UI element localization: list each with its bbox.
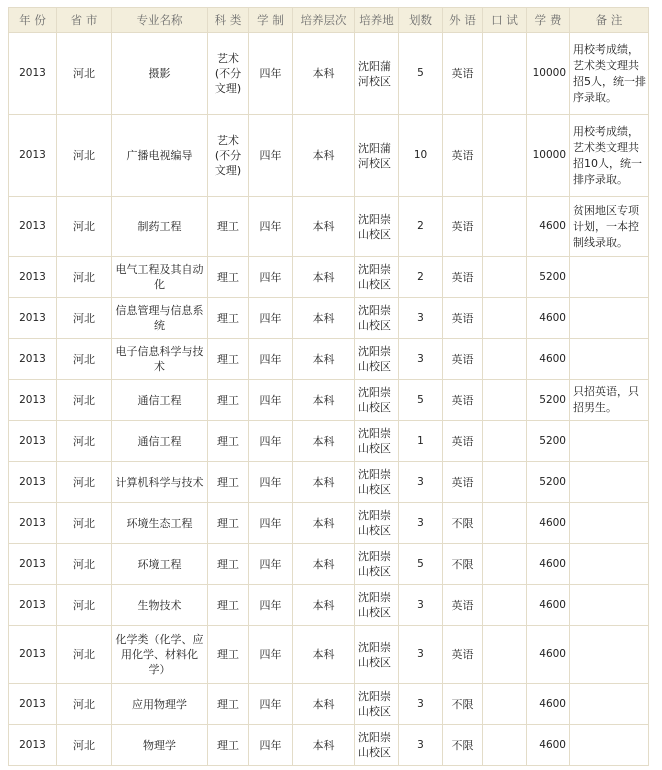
cell-major: 广播电视编导 xyxy=(112,115,208,197)
cell-duration: 四年 xyxy=(249,339,293,380)
cell-category: 理工 xyxy=(208,462,249,503)
cell-duration: 四年 xyxy=(249,544,293,585)
cell-language: 英语 xyxy=(443,462,483,503)
header-year: 年 份 xyxy=(9,8,57,33)
cell-category: 理工 xyxy=(208,626,249,684)
cell-major: 信息管理与信息系统 xyxy=(112,298,208,339)
cell-plan: 10 xyxy=(399,115,443,197)
cell-oral xyxy=(483,197,527,257)
cell-note: 只招英语，只招男生。 xyxy=(570,380,649,421)
cell-language: 英语 xyxy=(443,257,483,298)
table-row xyxy=(9,585,649,626)
cell-plan: 3 xyxy=(399,585,443,626)
cell-campus: 沈阳崇山校区 xyxy=(355,684,399,725)
cell-campus: 沈阳蒲河校区 xyxy=(355,33,399,115)
cell-language: 英语 xyxy=(443,339,483,380)
cell-fee: 5200 xyxy=(527,380,570,421)
cell-oral xyxy=(483,503,527,544)
cell-duration: 四年 xyxy=(249,725,293,766)
cell-major: 计算机科学与技术 xyxy=(112,462,208,503)
table-header-row xyxy=(9,8,649,33)
cell-year: 2013 xyxy=(9,626,57,684)
cell-duration: 四年 xyxy=(249,257,293,298)
header-category: 科 类 xyxy=(208,8,249,33)
cell-province: 河北 xyxy=(57,544,112,585)
cell-campus: 沈阳崇山校区 xyxy=(355,298,399,339)
header-fee: 学 费 xyxy=(527,8,570,33)
cell-campus: 沈阳崇山校区 xyxy=(355,503,399,544)
cell-level: 本科 xyxy=(293,380,355,421)
cell-oral xyxy=(483,257,527,298)
cell-language: 英语 xyxy=(443,380,483,421)
cell-duration: 四年 xyxy=(249,503,293,544)
cell-duration: 四年 xyxy=(249,298,293,339)
cell-level: 本科 xyxy=(293,339,355,380)
table-row xyxy=(9,725,649,766)
cell-year: 2013 xyxy=(9,684,57,725)
cell-language: 英语 xyxy=(443,197,483,257)
cell-province: 河北 xyxy=(57,197,112,257)
cell-note xyxy=(570,503,649,544)
cell-plan: 5 xyxy=(399,380,443,421)
cell-province: 河北 xyxy=(57,684,112,725)
cell-plan: 3 xyxy=(399,626,443,684)
cell-category: 理工 xyxy=(208,725,249,766)
header-campus: 培养地 xyxy=(355,8,399,33)
cell-major: 电气工程及其自动化 xyxy=(112,257,208,298)
table-row xyxy=(9,684,649,725)
cell-year: 2013 xyxy=(9,257,57,298)
cell-language: 英语 xyxy=(443,298,483,339)
cell-oral xyxy=(483,298,527,339)
cell-plan: 2 xyxy=(399,197,443,257)
cell-oral xyxy=(483,462,527,503)
cell-level: 本科 xyxy=(293,544,355,585)
cell-level: 本科 xyxy=(293,626,355,684)
cell-language: 不限 xyxy=(443,684,483,725)
header-duration: 学 制 xyxy=(249,8,293,33)
cell-fee: 4600 xyxy=(527,503,570,544)
table-row xyxy=(9,626,649,684)
table-row xyxy=(9,339,649,380)
cell-category: 理工 xyxy=(208,421,249,462)
cell-duration: 四年 xyxy=(249,380,293,421)
cell-note xyxy=(570,257,649,298)
cell-province: 河北 xyxy=(57,503,112,544)
cell-campus: 沈阳崇山校区 xyxy=(355,257,399,298)
cell-language: 英语 xyxy=(443,585,483,626)
cell-major: 应用物理学 xyxy=(112,684,208,725)
cell-duration: 四年 xyxy=(249,585,293,626)
cell-note xyxy=(570,585,649,626)
cell-campus: 沈阳蒲河校区 xyxy=(355,115,399,197)
cell-major: 通信工程 xyxy=(112,380,208,421)
cell-campus: 沈阳崇山校区 xyxy=(355,544,399,585)
table-row xyxy=(9,197,649,257)
cell-category: 理工 xyxy=(208,257,249,298)
cell-level: 本科 xyxy=(293,115,355,197)
cell-language: 英语 xyxy=(443,626,483,684)
cell-fee: 4600 xyxy=(527,298,570,339)
cell-plan: 5 xyxy=(399,544,443,585)
cell-year: 2013 xyxy=(9,725,57,766)
cell-oral xyxy=(483,421,527,462)
cell-category: 理工 xyxy=(208,197,249,257)
cell-plan: 3 xyxy=(399,684,443,725)
cell-major: 化学类（化学、应用化学、材料化学） xyxy=(112,626,208,684)
table-row xyxy=(9,115,649,197)
cell-oral xyxy=(483,585,527,626)
cell-fee: 10000 xyxy=(527,33,570,115)
cell-language: 英语 xyxy=(443,421,483,462)
cell-year: 2013 xyxy=(9,339,57,380)
table-row xyxy=(9,421,649,462)
header-plan: 划数 xyxy=(399,8,443,33)
header-oral: 口 试 xyxy=(483,8,527,33)
cell-major: 摄影 xyxy=(112,33,208,115)
cell-note xyxy=(570,626,649,684)
header-province: 省 市 xyxy=(57,8,112,33)
cell-level: 本科 xyxy=(293,298,355,339)
table-row xyxy=(9,462,649,503)
cell-note xyxy=(570,421,649,462)
cell-plan: 3 xyxy=(399,298,443,339)
cell-year: 2013 xyxy=(9,115,57,197)
cell-plan: 3 xyxy=(399,462,443,503)
cell-campus: 沈阳崇山校区 xyxy=(355,585,399,626)
cell-major: 制药工程 xyxy=(112,197,208,257)
cell-plan: 5 xyxy=(399,33,443,115)
cell-category: 理工 xyxy=(208,585,249,626)
cell-province: 河北 xyxy=(57,421,112,462)
cell-level: 本科 xyxy=(293,503,355,544)
cell-fee: 5200 xyxy=(527,257,570,298)
cell-category: 理工 xyxy=(208,503,249,544)
cell-year: 2013 xyxy=(9,380,57,421)
table-row xyxy=(9,380,649,421)
table-row xyxy=(9,544,649,585)
cell-fee: 4600 xyxy=(527,544,570,585)
cell-province: 河北 xyxy=(57,626,112,684)
cell-note xyxy=(570,544,649,585)
cell-plan: 1 xyxy=(399,421,443,462)
cell-plan: 2 xyxy=(399,257,443,298)
cell-language: 不限 xyxy=(443,503,483,544)
cell-province: 河北 xyxy=(57,380,112,421)
cell-major: 环境生态工程 xyxy=(112,503,208,544)
cell-category: 理工 xyxy=(208,684,249,725)
header-note: 备 注 xyxy=(570,8,649,33)
cell-category: 理工 xyxy=(208,339,249,380)
admission-plan-table xyxy=(8,7,649,766)
cell-major: 通信工程 xyxy=(112,421,208,462)
table-row xyxy=(9,257,649,298)
cell-note: 贫困地区专项计划，一本控制线录取。 xyxy=(570,197,649,257)
cell-year: 2013 xyxy=(9,298,57,339)
table-row xyxy=(9,33,649,115)
cell-campus: 沈阳崇山校区 xyxy=(355,421,399,462)
cell-province: 河北 xyxy=(57,725,112,766)
cell-duration: 四年 xyxy=(249,684,293,725)
cell-category: 艺术(不分文理) xyxy=(208,33,249,115)
cell-province: 河北 xyxy=(57,339,112,380)
cell-major: 环境工程 xyxy=(112,544,208,585)
cell-oral xyxy=(483,544,527,585)
cell-year: 2013 xyxy=(9,462,57,503)
cell-oral xyxy=(483,115,527,197)
cell-level: 本科 xyxy=(293,585,355,626)
cell-oral xyxy=(483,725,527,766)
cell-duration: 四年 xyxy=(249,197,293,257)
cell-fee: 4600 xyxy=(527,197,570,257)
cell-language: 不限 xyxy=(443,544,483,585)
cell-note xyxy=(570,725,649,766)
cell-duration: 四年 xyxy=(249,33,293,115)
cell-language: 不限 xyxy=(443,725,483,766)
header-level: 培养层次 xyxy=(293,8,355,33)
cell-fee: 4600 xyxy=(527,725,570,766)
cell-fee: 5200 xyxy=(527,421,570,462)
cell-level: 本科 xyxy=(293,684,355,725)
cell-level: 本科 xyxy=(293,462,355,503)
cell-language: 英语 xyxy=(443,115,483,197)
cell-major: 生物技术 xyxy=(112,585,208,626)
cell-duration: 四年 xyxy=(249,462,293,503)
header-major: 专业名称 xyxy=(112,8,208,33)
cell-oral xyxy=(483,33,527,115)
cell-fee: 4600 xyxy=(527,339,570,380)
cell-province: 河北 xyxy=(57,462,112,503)
cell-year: 2013 xyxy=(9,544,57,585)
cell-fee: 4600 xyxy=(527,684,570,725)
cell-language: 英语 xyxy=(443,33,483,115)
cell-duration: 四年 xyxy=(249,421,293,462)
cell-level: 本科 xyxy=(293,197,355,257)
cell-plan: 3 xyxy=(399,725,443,766)
cell-note xyxy=(570,339,649,380)
cell-fee: 4600 xyxy=(527,585,570,626)
cell-fee: 5200 xyxy=(527,462,570,503)
cell-level: 本科 xyxy=(293,257,355,298)
cell-note: 用校考成绩，艺术类文理共招5人，统一排序录取。 xyxy=(570,33,649,115)
cell-category: 理工 xyxy=(208,544,249,585)
cell-year: 2013 xyxy=(9,585,57,626)
cell-note xyxy=(570,298,649,339)
cell-year: 2013 xyxy=(9,503,57,544)
cell-note: 用校考成绩，艺术类文理共招10人，统一排序录取。 xyxy=(570,115,649,197)
cell-major: 物理学 xyxy=(112,725,208,766)
cell-duration: 四年 xyxy=(249,626,293,684)
cell-campus: 沈阳崇山校区 xyxy=(355,462,399,503)
cell-province: 河北 xyxy=(57,33,112,115)
cell-plan: 3 xyxy=(399,503,443,544)
cell-category: 理工 xyxy=(208,380,249,421)
cell-duration: 四年 xyxy=(249,115,293,197)
cell-category: 理工 xyxy=(208,298,249,339)
header-language: 外 语 xyxy=(443,8,483,33)
cell-province: 河北 xyxy=(57,115,112,197)
cell-plan: 3 xyxy=(399,339,443,380)
cell-category: 艺术(不分文理) xyxy=(208,115,249,197)
cell-oral xyxy=(483,626,527,684)
table-row xyxy=(9,503,649,544)
cell-province: 河北 xyxy=(57,298,112,339)
cell-year: 2013 xyxy=(9,33,57,115)
cell-campus: 沈阳崇山校区 xyxy=(355,339,399,380)
cell-fee: 10000 xyxy=(527,115,570,197)
cell-year: 2013 xyxy=(9,421,57,462)
cell-note xyxy=(570,684,649,725)
cell-level: 本科 xyxy=(293,421,355,462)
cell-level: 本科 xyxy=(293,33,355,115)
cell-fee: 4600 xyxy=(527,626,570,684)
cell-level: 本科 xyxy=(293,725,355,766)
cell-campus: 沈阳崇山校区 xyxy=(355,380,399,421)
cell-campus: 沈阳崇山校区 xyxy=(355,197,399,257)
table-row xyxy=(9,298,649,339)
cell-year: 2013 xyxy=(9,197,57,257)
cell-campus: 沈阳崇山校区 xyxy=(355,626,399,684)
cell-province: 河北 xyxy=(57,585,112,626)
cell-campus: 沈阳崇山校区 xyxy=(355,725,399,766)
cell-oral xyxy=(483,684,527,725)
cell-oral xyxy=(483,339,527,380)
cell-province: 河北 xyxy=(57,257,112,298)
cell-note xyxy=(570,462,649,503)
cell-major: 电子信息科学与技术 xyxy=(112,339,208,380)
cell-oral xyxy=(483,380,527,421)
